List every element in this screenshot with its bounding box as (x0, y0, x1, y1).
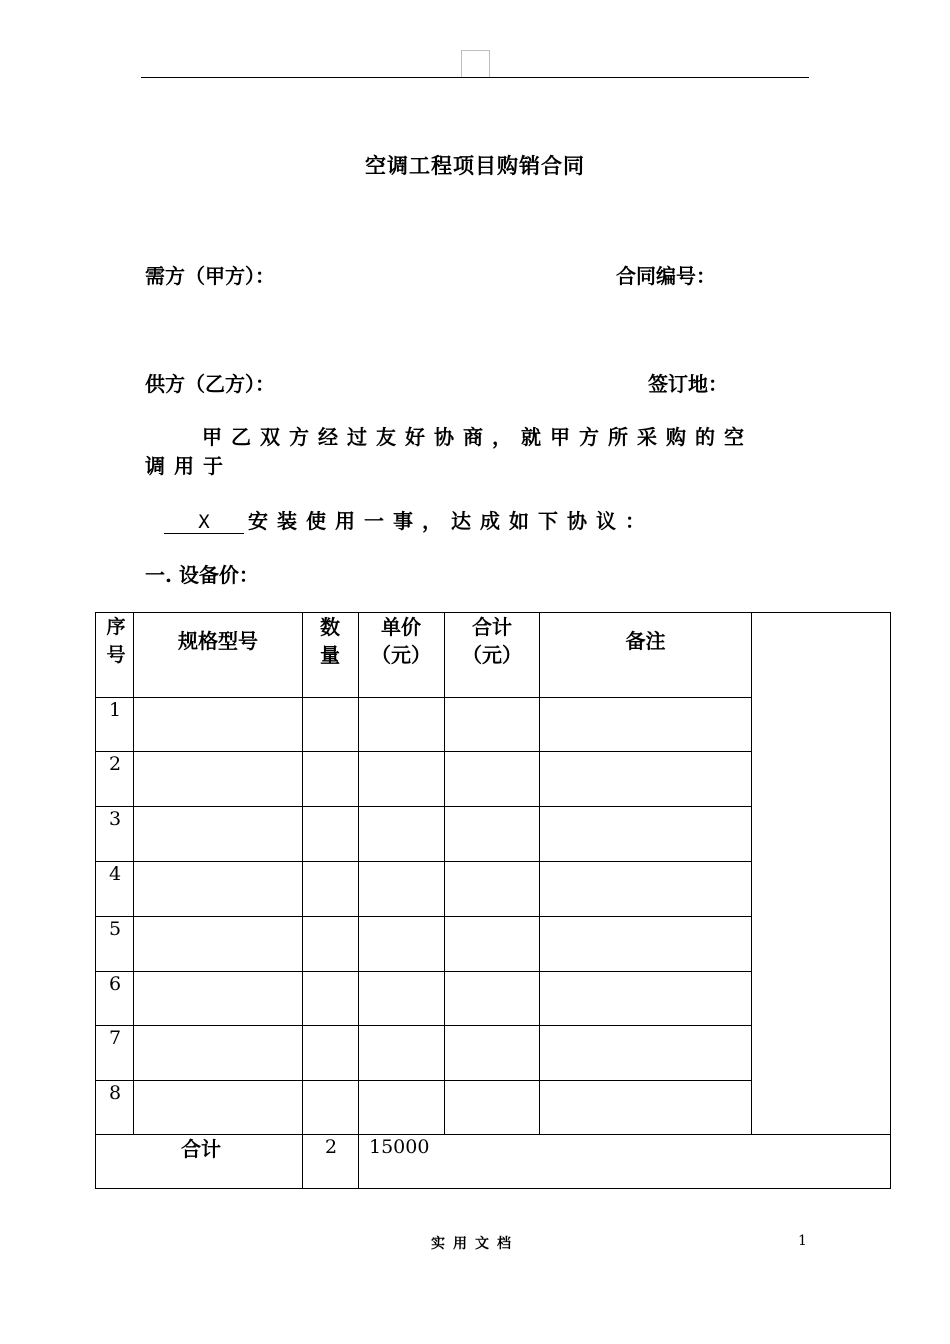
row-divider (96, 751, 752, 752)
col-divider (358, 613, 359, 1189)
row-number: 2 (109, 753, 122, 775)
row-divider (96, 697, 752, 698)
header-unit-price: 单价（元） (371, 615, 431, 667)
row-number: 6 (109, 973, 122, 995)
contract-title: 空调工程项目购销合同 (365, 153, 585, 178)
row-divider (96, 806, 752, 807)
summary-amount: 15000 (369, 1136, 430, 1158)
header-remark: 备注 (625, 629, 666, 653)
page-number: 1 (798, 1233, 807, 1249)
row-divider (96, 1080, 752, 1081)
equipment-price-table (95, 612, 891, 1189)
header-tab-box (461, 50, 490, 78)
contract-number-label: 合同编号： (616, 264, 716, 288)
intro-line-3 (164, 505, 654, 534)
col-divider (133, 613, 134, 1134)
row-number: 3 (109, 808, 122, 830)
row-number: 5 (109, 918, 122, 940)
col-divider (539, 613, 540, 1134)
signing-place-label: 签订地： (648, 372, 728, 396)
section-1-heading: 一. 设备价： (145, 563, 259, 587)
row-divider (96, 916, 752, 917)
row-divider (96, 971, 752, 972)
footer-text: 实用文档 (431, 1236, 519, 1252)
row-number: 7 (109, 1027, 122, 1049)
header-seq: 序号 (106, 616, 126, 666)
col-divider (302, 613, 303, 1189)
buyer-label: 需方（甲方）： (145, 264, 275, 288)
intro-line-2: 调用于 (145, 454, 232, 478)
row-number: 1 (109, 699, 122, 721)
intro-line-1: 甲乙双方经过友好协商，就甲方所采购的空 (202, 425, 753, 449)
row-number: 4 (109, 863, 122, 885)
supplier-label: 供方（乙方）： (145, 372, 275, 396)
col-divider (444, 613, 445, 1134)
header-qty: 数量 (320, 615, 340, 667)
usage-location-blank: X (164, 511, 244, 534)
header-rule (141, 77, 809, 78)
summary-label: 合计 (181, 1137, 221, 1161)
intro-line-3-text: 安装使用一事，达成如下协议： (248, 509, 654, 533)
summary-qty: 2 (325, 1136, 338, 1158)
row-number: 8 (109, 1082, 122, 1104)
col-divider (751, 613, 752, 1134)
header-model: 规格型号 (178, 629, 258, 653)
row-divider (96, 1025, 752, 1026)
header-total: 合计（元） (462, 615, 522, 667)
row-divider (96, 861, 752, 862)
